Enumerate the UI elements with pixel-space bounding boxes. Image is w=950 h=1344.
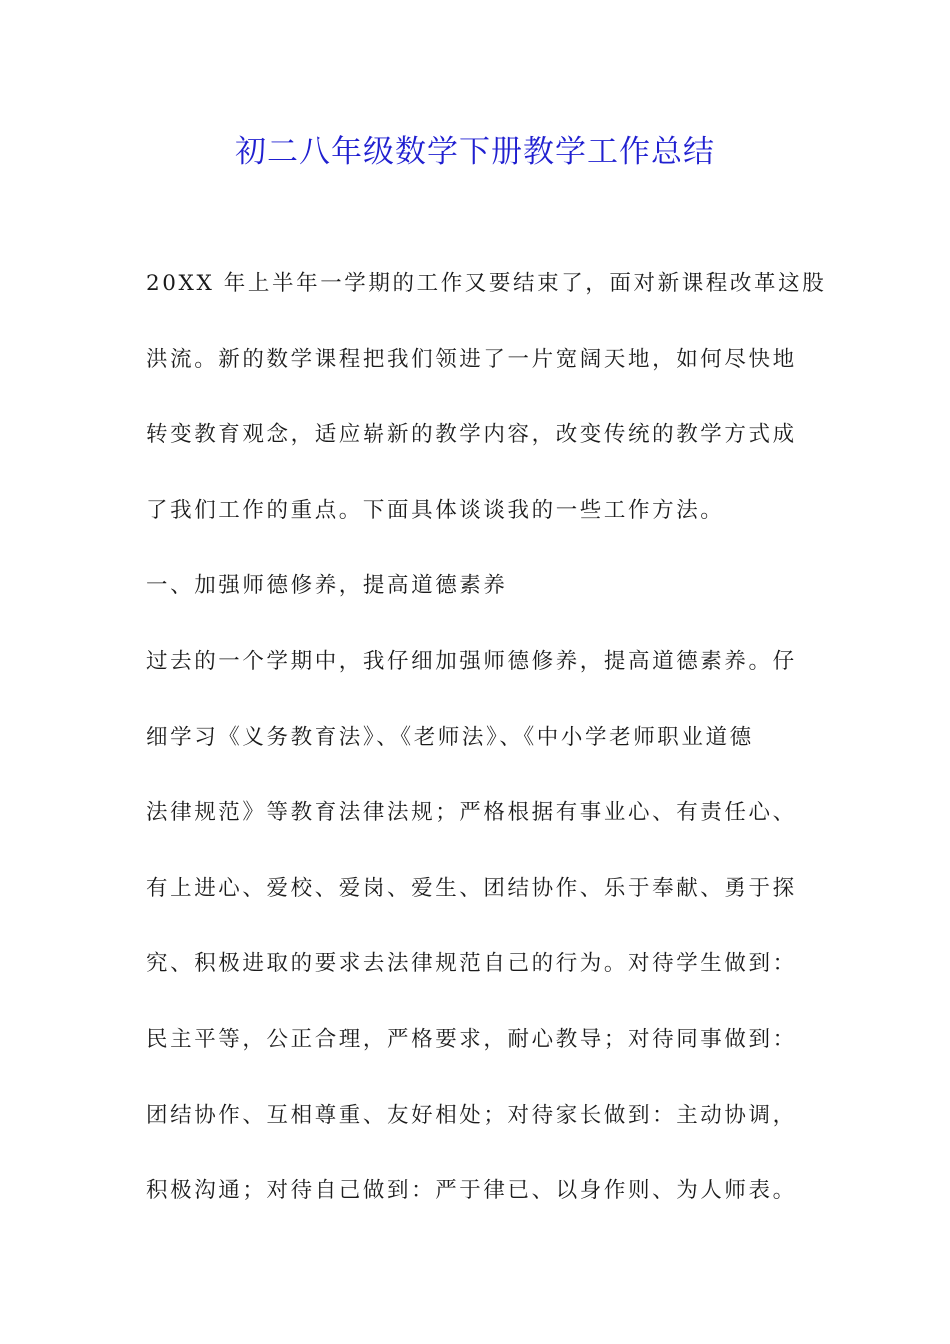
- text-line: 转变教育观念，适应崭新的教学内容，改变传统的教学方式成: [146, 422, 797, 448]
- text-line: 有上进心、爱校、爱岗、爱生、团结协作、乐于奉献、勇于探: [146, 875, 797, 901]
- text-line: 细学习《义务教育法》、《老师法》、《中小学老师职业道德: [146, 724, 754, 750]
- text-line: 法律规范》等教育法律法规；严格根据有事业心、有责任心、: [146, 800, 797, 826]
- text-line: 过去的一个学期中，我仔细加强师德修养，提高道德素养。仔: [146, 648, 797, 674]
- section-heading: 一、加强师德修养，提高道德素养: [146, 573, 508, 599]
- text-line: 究、积极进取的要求去法律规范自己的行为。对待学生做到：: [146, 951, 797, 977]
- text-line: 民主平等，公正合理，严格要求，耐心教导；对待同事做到：: [146, 1026, 797, 1052]
- text-line: 洪流。新的数学课程把我们领进了一片宽阔天地，如何尽快地: [146, 346, 797, 372]
- document-title: 初二八年级数学下册教学工作总结: [235, 134, 715, 170]
- text-line: 了我们工作的重点。下面具体谈谈我的一些工作方法。: [146, 497, 725, 523]
- text-line: 团结协作、互相尊重、友好相处；对待家长做到：主动协调，: [146, 1102, 797, 1128]
- text-line: 20XX 年上半年一学期的工作又要结束了，面对新课程改革这股: [146, 271, 827, 296]
- document-body: [146, 262, 827, 1245]
- text-line: 积极沟通；对待自己做到：严于律已、以身作则、为人师表。: [146, 1178, 797, 1204]
